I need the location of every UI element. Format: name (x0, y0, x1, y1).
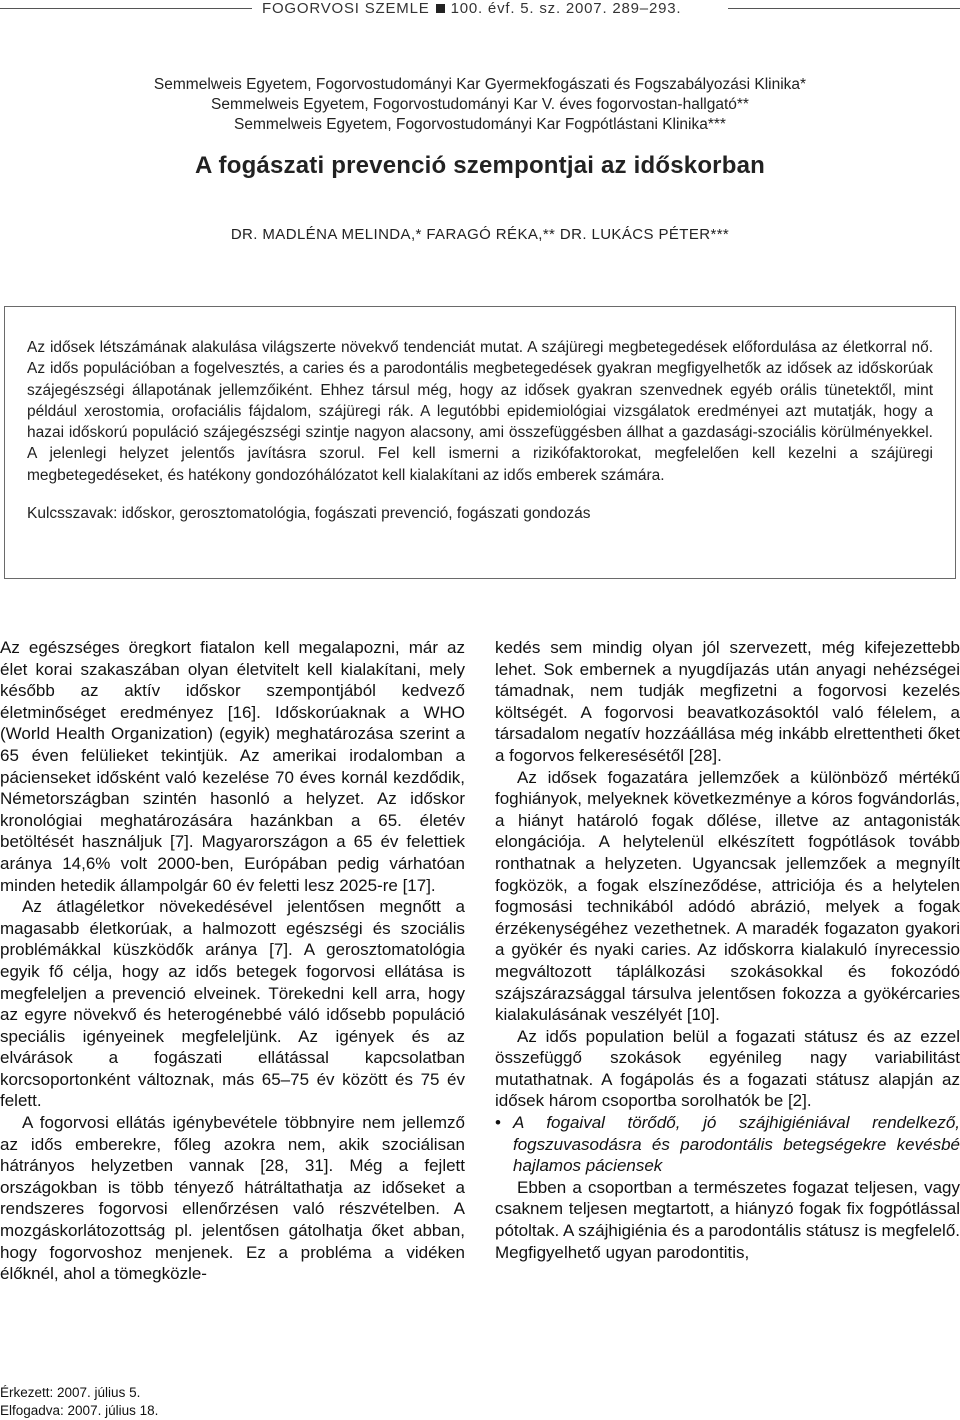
accepted-date: Elfogadva: 2007. július 18. (0, 1403, 159, 1418)
affiliations (0, 75, 960, 135)
body-column-left (0, 637, 465, 1285)
journal-name: FOGORVOSI SZEMLE (262, 0, 430, 17)
paragraph: A fogorvosi ellátás igénybevétele többnyire nem jellemző az idős emberekre, főleg azokra nem, akik szociálisan hátrányos helyzetben vannak [28, 31]. Még a fejlett országokban is több tényező hátráltathatja az időseket a rendszeres fogorvosi ellenőrzésen való részvételben. A mozgáskorlátozottság pl. jelentősen gátolhatja őket abban, hogy fogorvoshoz menjenek. Ez a probléma a vidéken élőknél, ahol a tömegközle- (0, 1113, 465, 1284)
journal-citation: 100. évf. 5. sz. 2007. 289–293. (450, 0, 682, 17)
body-column-right (495, 637, 960, 1263)
bullet-icon: • (495, 1113, 501, 1133)
received-date: Érkezett: 2007. július 5. (0, 1385, 141, 1400)
header-rule-right (728, 8, 960, 9)
bullet-text: A fogaival törődő, jó szájhigiéniával rendelkező, fogszuvasodásra és parodontális betegségekre kevésbé hajlamos páciensek (513, 1113, 960, 1176)
article-title: A fogászati prevenció szempontjai az időskorban (195, 152, 765, 179)
paragraph: Az idős population belül a fogazati státusz és az ezzel összefüggő szokások egyénileg nagy variabilitást mutathatnak. A fogápolás és a fogazati státusz alapján az idősek három csoportba sorolhatók be [2]. (495, 1026, 960, 1111)
paragraph: Az egészséges öregkort fiatalon kell megalapozni, már az élet korai szakaszában olyan életvitelt kell kialakítani, mely később az aktív időskor szempontjából kedvező életminőséget eredményez [16]. Időskorúaknak a WHO (World Health Organization) (egyik) meghatározása szerint a 65 éven felülieket tekintjük. Az amerikai irodalomban a pácienseket idősként való kezelése 70 éves kornál kezdődik, Németországban szintén hasonló a helyzet. Az időskor kronológiai meghatározására hazánkban a 65. életév betöltését használjuk [7]. Magyarországon a 65 év felettiek aránya 14,6% volt 2000-ben, Európában pedig várhatóan minden hetedik állampolgár 60 év feletti lesz 2025-re [17]. (0, 638, 465, 895)
paragraph: Az átlagéletkor növekedésével jelentősen megnőtt a magasabb életkorúak, a halmozott egészségi és szociális problémákkal küszködők aránya [7]. A gerosztomatológia egyik fő célja, hogy az idős betegek fogorvosi ellátása is megfeleljen a prevenció elveinek. Törekedni kell arra, hogy az egyre növekvő és heterogénebbé váló idősebb populáció speciális igényeinek megfeleljünk. Az igények és az elvárások a fogászati ellátással kapcsolatban korcsoportonként változnak, más 65–75 év között és 75 év felett. (0, 897, 465, 1111)
paragraph: Az idősek fogazatára jellemzőek a különböző mértékű foghiányok, melyeknek következménye a kóros fogvándorlás, a hiányt határoló fogak dőlése, illetve az antagonisták elongációja. A helytelenül elkészített fogpótlások tovább ronthatnak a helyzeten. Ugyancsak jellemzőek a megnyílt fogközök, a fogak elszíneződése, attriciója és a helytelen fogmosási technikából adódó abrázió, melyek a fogak érzékenységéhez vezethetnek. A maradék fogazaton gyakori a gyökér és nyaki caries. Az időskorra kialakuló ínyrecessio megváltozott táplálkozási szokásokkal és fokozódó szájszárazsággal társulva jelentősen fokozza a gyökércaries kialakulásának veszélyét [10]. (495, 767, 960, 1025)
bullet-item (495, 1112, 960, 1177)
header-text (262, 0, 681, 17)
abstract-box (4, 306, 956, 579)
affiliation-2: Semmelweis Egyetem, Fogorvostudományi Kar V. éves fogorvostan-hallgató** (211, 96, 749, 113)
header-square-icon (436, 4, 445, 13)
affiliation-1: Semmelweis Egyetem, Fogorvostudományi Kar Gyermekfogászati és Fogszabályozási Klinika* (153, 76, 807, 93)
abstract-text: Az idősek létszámának alakulása világszerte növekvő tendenciát mutat. A szájüregi megbetegedések előfordulása az életkorral nő. Az idős populációban a fogelvesztés, a caries és a parodontális megbetegedések gyakran megfigyelhetők az idősek az időskorúak szájegészségi állapotának jellemzőiként. Ehhez társul még, hogy az idősek gyakran szenvednek egyéb orális tünetektől, mint például xerostomia, orofaciális fájdalom, szájüregi rák. A legutóbbi epidemiológiai vizsgálatok eredményei azt mutatják, hogy a hazai időskorú populáció szájegészségi szintje nagyon alacsony, ami összefüggésben állhat a gazdasági-szociális körülményekkel. A jelenlegi helyzet jelentős javításra szorul. Fel kell ismerni a rizikófaktorokat, megfelelően kell kezelni a szájüregi megbetegedéseket, és hatékony gondozóhálózatot kell kialakítani az idős emberek számára. (27, 339, 933, 484)
keywords: Kulcsszavak: időskor, gerosztomatológia, fogászati prevenció, fogászati gondozás (27, 505, 591, 523)
affiliation-3: Semmelweis Egyetem, Fogorvostudományi Kar Fogpótlástani Klinika*** (234, 116, 726, 133)
footnote (0, 1384, 158, 1420)
running-header (0, 0, 960, 20)
paragraph: kedés sem mindig olyan jól szervezett, még kifejezettebb lehet. Sok embernek a nyugdíjazás után anyagi nehézségei támadnak, nem tudják megfizetni a fogorvosi kezelés költségét. A fogorvosi beavatkozásoktól való félelem, a társadalom negatív hozzáállása még inkább elrettentheti őket a fogorvos felkeresésétől [28]. (495, 638, 960, 765)
authors: DR. MADLÉNA MELINDA,* FARAGÓ RÉKA,** DR. LUKÁCS PÉTER*** (230, 226, 730, 243)
paragraph: Ebben a csoportban a természetes fogazat teljesen, vagy csaknem teljesen megtartott, a hiányzó fogak fix fogpótlással pótoltak. A szájhigiénia és a parodontális státusz is megfelelő. Megfigyelhető ugyan parodontitis, (495, 1177, 960, 1262)
header-rule-left (0, 8, 252, 9)
